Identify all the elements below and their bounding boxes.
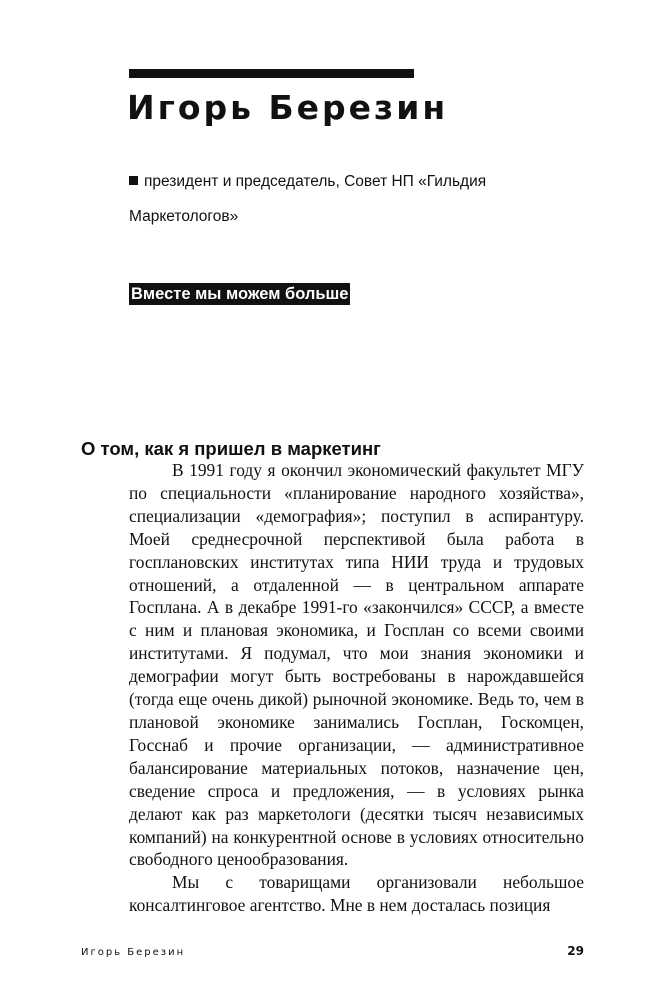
- body-text: [129, 459, 584, 917]
- body-paragraph: Мы с товарищами организовали небольшое консалтинговое агентство. Мне в нем досталась позиция: [129, 872, 584, 916]
- square-bullet-icon: [129, 176, 138, 185]
- title-rule: [129, 69, 414, 78]
- page-number: 29: [567, 944, 584, 958]
- running-head: Игорь Березин: [81, 947, 186, 958]
- section-heading: О том, как я пришел в маркетинг: [81, 438, 381, 459]
- author-role-text: президент и председатель, Совет НП «Гильдия Маркетологов»: [129, 173, 487, 225]
- tagline: Вместе мы можем больше: [131, 285, 349, 303]
- author-name-title: Игорь Березин: [127, 88, 449, 127]
- body-paragraph: В 1991 году я окончил экономический факультет МГУ по специальности «планирование народного хозяйства», специализации «демография»; поступил в аспирантуру. Моей среднесрочной перспективой была работа в госплановских институтах типа НИИ труда и трудовых отношений, а отдаленной — в центральном аппарате Госплана. А в декабре 1991-го «закончился» СССР, а вместе с ним и плановая экономика, и Госплан со всеми своими институтами. Я подумал, что мои знания экономики и демографии могут быть востребованы в нарождавшейся (тогда еще очень дикой) рыночной экономике. Ведь то, чем в плановой экономике занимались Госплан, Госкомцен, Госснаб и прочие организации, — административное балансирование материальных потоков, назначение цен, сведение спроса и предложения, — в условиях рынка делают как раз маркетологи (десятки тысяч независимых компаний) на конкурентной основе в условиях относительно свободного ценообразования.: [129, 460, 584, 870]
- author-role: [129, 164, 529, 234]
